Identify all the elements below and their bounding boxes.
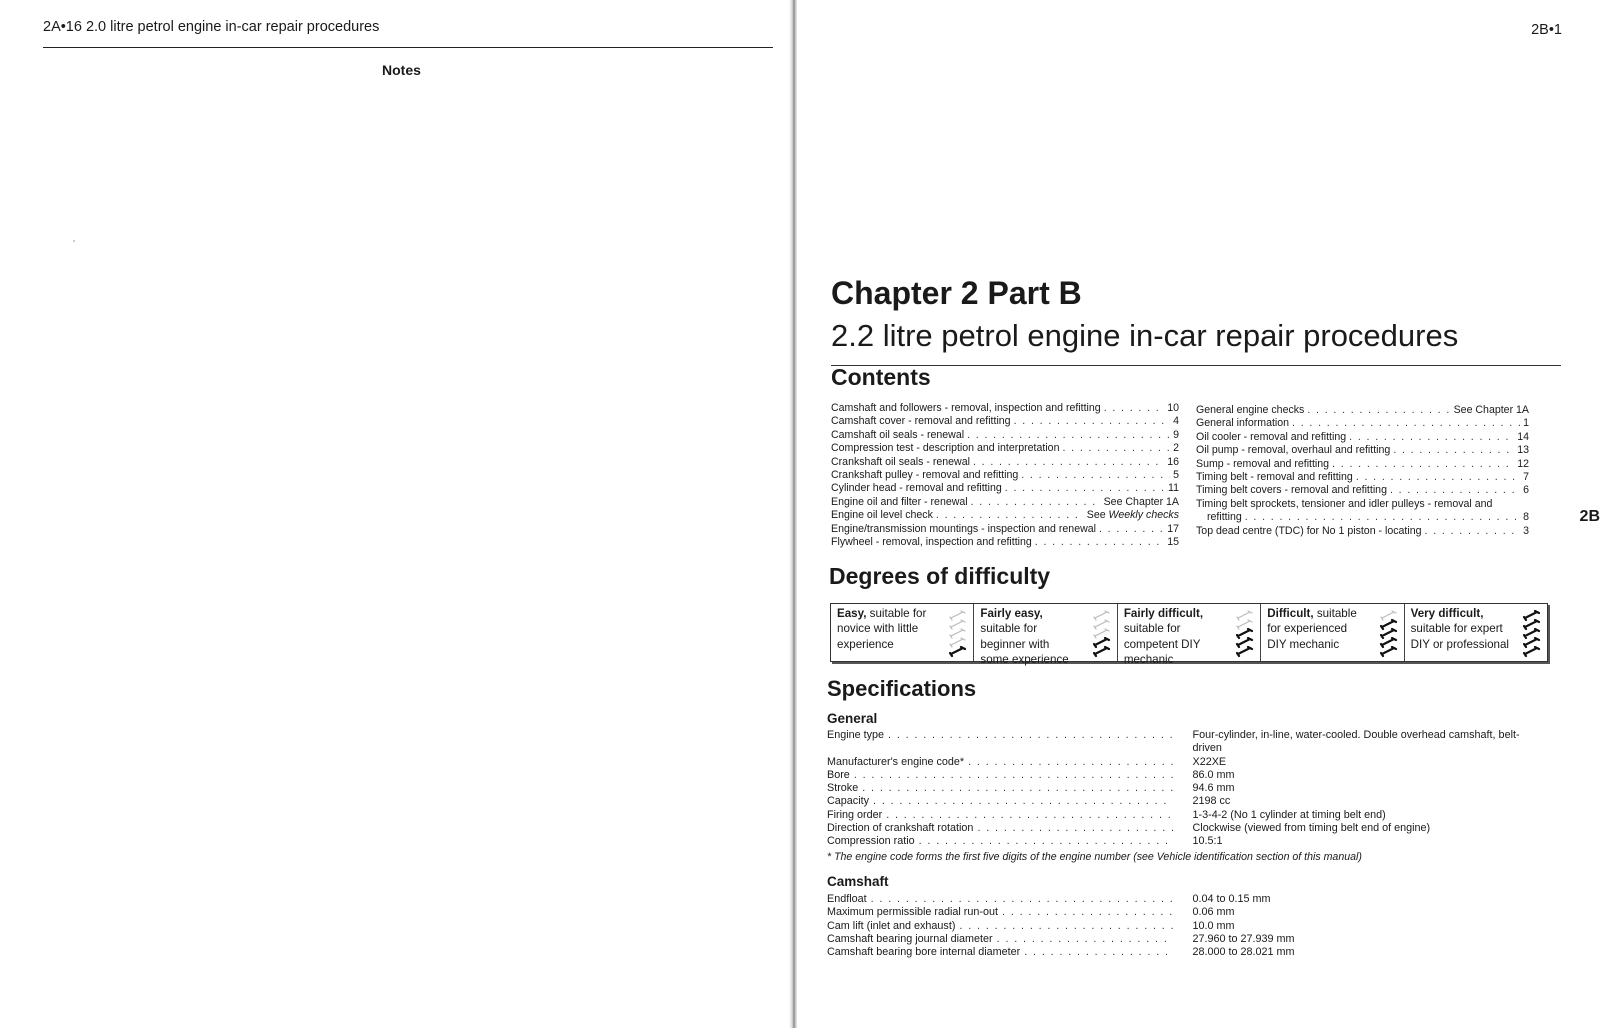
contents-entry <box>831 523 1179 536</box>
contents-entry-page: 14 <box>1517 430 1529 443</box>
dot-leader <box>873 795 1172 808</box>
general-heading: General <box>827 711 878 726</box>
spec-row <box>827 729 1542 756</box>
spec-value: 28.000 to 28.021 mm <box>1192 946 1295 959</box>
contents-entry <box>1196 498 1529 511</box>
spanner-icon-filled <box>1237 647 1252 656</box>
spec-row <box>827 809 1542 822</box>
notes-label: Notes <box>382 62 421 78</box>
contents-entry <box>831 536 1179 549</box>
dot-leader <box>1099 523 1164 536</box>
spec-label-cell <box>827 756 1177 769</box>
spec-value: 27.960 to 27.939 mm <box>1192 932 1295 945</box>
contents-entry-page: 13 <box>1517 444 1529 457</box>
contents-entry <box>1196 404 1529 417</box>
spec-label: Camshaft bearing journal diameter <box>827 932 993 945</box>
spec-label-cell <box>827 906 1177 919</box>
engine-code-footnote: * The engine code forms the first five digits of the engine number (see Vehicle identification section of this manual) <box>827 851 1362 863</box>
spec-value: 10.0 mm <box>1192 919 1235 932</box>
contents-entry-label: Camshaft cover - removal and refitting <box>831 415 1011 428</box>
spec-label: Manufacturer's engine code* <box>827 755 965 768</box>
dot-leader <box>1014 415 1171 428</box>
spanner-icon-filled <box>1381 638 1396 647</box>
difficulty-description: Easy, suitable for novice with little experience <box>837 607 927 651</box>
contents-entry-page: 4 <box>1173 415 1179 428</box>
contents-entry-page: 16 <box>1167 455 1179 468</box>
spec-value: 0.06 mm <box>1192 906 1235 919</box>
chapter-title: Chapter 2 Part B <box>831 275 1082 311</box>
spanner-icon-filled <box>1524 629 1539 638</box>
dot-leader <box>973 456 1164 469</box>
contents-entry <box>1196 444 1529 457</box>
spanner-icon-outline <box>1094 629 1109 638</box>
contents-entry-label: Flywheel - removal, inspection and refitting <box>831 536 1032 549</box>
contents-entry-page: 11 <box>1168 482 1179 495</box>
dot-leader <box>1005 482 1165 495</box>
left-page-header: 2A•16 2.0 litre petrol engine in-car repair procedures <box>43 19 380 35</box>
dot-leader <box>1425 525 1521 538</box>
spec-value: 1-3-4-2 (No 1 cylinder at timing belt end) <box>1192 808 1386 821</box>
contents-entry-page: 15 <box>1167 536 1179 549</box>
spanner-rating-icon <box>1236 608 1254 658</box>
contents-entry-label: Top dead centre (TDC) for No 1 piston - locating <box>1196 524 1422 537</box>
dot-leader <box>971 496 1101 509</box>
dot-leader <box>959 920 1172 933</box>
spec-value: 86.0 mm <box>1192 768 1235 781</box>
contents-entry-label: Crankshaft pulley - removal and refitting <box>831 469 1019 482</box>
spanner-icon-filled <box>950 647 965 656</box>
general-spec-table <box>827 729 1542 849</box>
dot-leader <box>1390 484 1520 497</box>
dot-leader <box>967 429 1170 442</box>
spanner-icon-outline <box>1381 611 1396 620</box>
dot-leader <box>977 822 1172 835</box>
contents-left-column <box>831 402 1179 549</box>
contents-entry-page: 3 <box>1523 524 1529 537</box>
contents-entry <box>831 509 1179 522</box>
contents-entry-label: Oil cooler - removal and refitting <box>1196 430 1347 443</box>
spec-label: Firing order <box>827 808 883 821</box>
contents-entry-label: Camshaft oil seals - renewal <box>831 428 965 441</box>
contents-entry-page: 9 <box>1173 428 1179 441</box>
spec-label-cell <box>827 822 1177 835</box>
spanner-icon-outline <box>950 629 965 638</box>
contents-entry <box>831 456 1179 469</box>
right-page-header: 2B•1 <box>1531 22 1562 38</box>
difficulty-level-name: Difficult, <box>1267 607 1314 620</box>
dot-leader <box>1393 444 1514 457</box>
spanner-icon-outline <box>1094 620 1109 629</box>
contents-entry-page: See Chapter 1A <box>1103 495 1179 508</box>
difficulty-description: Fairly difficult, suitable for competent DIY mechanic <box>1123 607 1204 667</box>
spanner-icon-filled <box>1094 647 1109 656</box>
contents-entry <box>1196 417 1529 430</box>
contents-entry-label: General engine checks <box>1196 404 1305 416</box>
spec-row <box>827 782 1542 795</box>
spanner-icon-outline <box>1237 620 1252 629</box>
dot-leader <box>1349 431 1514 444</box>
contents-right-column <box>1196 404 1529 538</box>
difficulty-table <box>830 603 1548 667</box>
spanner-icon-outline <box>950 611 965 620</box>
spec-row <box>827 920 1542 933</box>
spec-label-cell <box>827 893 1177 906</box>
spec-row <box>827 822 1542 835</box>
spanner-icon-outline <box>1237 611 1252 620</box>
spanner-rating-icon <box>1523 608 1541 658</box>
contents-entry-label: Timing belt sprockets, tensioner and idler pulleys - removal and <box>1196 497 1493 510</box>
dot-leader <box>968 756 1172 769</box>
contents-heading: Contents <box>831 364 931 390</box>
contents-entry <box>831 415 1179 428</box>
contents-entry-label: refitting <box>1207 511 1242 524</box>
spec-row <box>827 906 1542 919</box>
spanner-icon-filled <box>1381 647 1396 656</box>
spanner-icon-filled <box>1381 620 1396 629</box>
contents-entry-label: Engine/transmission mountings - inspection and renewal <box>831 522 1096 535</box>
contents-entry-label: Timing belt - removal and refitting <box>1196 471 1353 484</box>
contents-entry-label: Compression test - description and interpretation <box>831 442 1060 455</box>
difficulty-level-name: Fairly difficult, <box>1123 607 1204 620</box>
dot-leader <box>1002 906 1172 919</box>
spanner-icon-outline <box>950 620 965 629</box>
difficulty-description: Fairly easy, suitable for beginner with some experience <box>980 607 1069 667</box>
spanner-icon-outline <box>950 638 965 647</box>
spec-label: Capacity <box>827 795 870 808</box>
spec-label: Compression ratio <box>827 835 915 848</box>
dot-leader <box>1021 469 1170 482</box>
left-page <box>0 0 792 1028</box>
contents-entry-page: 2 <box>1173 442 1179 455</box>
dot-leader <box>886 809 1172 822</box>
dot-leader <box>1104 402 1165 415</box>
spec-row <box>827 946 1542 959</box>
dot-leader <box>862 782 1172 795</box>
camshaft-spec-table <box>827 893 1542 959</box>
spec-row <box>827 795 1542 808</box>
contents-entry-page: 10 <box>1167 402 1179 414</box>
spec-value: 94.6 mm <box>1192 782 1235 795</box>
spanner-icon-filled <box>1094 638 1109 647</box>
spec-label-cell <box>827 809 1177 822</box>
difficulty-level-name: Fairly easy, <box>980 607 1043 620</box>
chapter-rule <box>831 365 1561 366</box>
contents-entry <box>1196 431 1529 444</box>
contents-entry-label: Camshaft and followers - removal, inspection and refitting <box>831 402 1101 414</box>
contents-entry-page: See Chapter 1A <box>1453 404 1529 416</box>
spec-label: Direction of crankshaft rotation <box>827 822 974 835</box>
left-header-rule <box>43 47 773 48</box>
dot-leader <box>1292 417 1520 430</box>
contents-entry-label: Crankshaft oil seals - renewal <box>831 455 970 468</box>
contents-entry-page: 6 <box>1523 484 1529 497</box>
spec-row <box>827 769 1542 782</box>
spec-row <box>827 756 1542 769</box>
contents-entry-label: Timing belt covers - removal and refitting <box>1196 484 1387 497</box>
spec-label: Engine type <box>827 729 885 741</box>
contents-entry <box>831 482 1179 495</box>
dot-leader <box>1245 511 1520 524</box>
contents-entry <box>831 402 1179 415</box>
spec-row <box>827 933 1542 946</box>
spanner-icon-outline <box>1094 611 1109 620</box>
spanner-icon-filled <box>1524 647 1539 656</box>
spanner-icon-filled <box>1524 620 1539 629</box>
contents-entry <box>831 429 1179 442</box>
spec-label-cell <box>827 795 1177 808</box>
dot-leader <box>1332 458 1514 471</box>
contents-entry-label: Engine oil and filter - renewal <box>831 495 968 508</box>
dot-leader <box>936 509 1084 522</box>
difficulty-heading: Degrees of difficulty <box>829 563 1051 589</box>
contents-entry <box>1196 525 1529 538</box>
chapter-subtitle: 2.2 litre petrol engine in-car repair procedures <box>831 318 1459 353</box>
spanner-icon-filled <box>1237 629 1252 638</box>
difficulty-level <box>1405 604 1547 661</box>
difficulty-level <box>1261 604 1404 661</box>
spec-row <box>827 893 1542 906</box>
spec-label-cell <box>827 782 1177 795</box>
dot-leader <box>854 769 1173 782</box>
weekly-checks-ref: Weekly checks <box>1108 509 1179 522</box>
dot-leader <box>919 835 1173 848</box>
spec-value: X22XE <box>1192 755 1227 768</box>
contents-entry-label: Engine oil level check <box>831 509 933 522</box>
spanner-rating-icon <box>949 608 967 658</box>
contents-entry-label: Cylinder head - removal and refitting <box>831 482 1002 495</box>
difficulty-level <box>1118 604 1261 667</box>
difficulty-description: Very difficult, suitable for expert DIY or professional <box>1410 607 1510 651</box>
dot-leader <box>1062 442 1170 455</box>
contents-entry <box>831 496 1179 509</box>
contents-entry-continuation <box>1196 511 1529 524</box>
dot-leader <box>1307 404 1450 417</box>
spec-label: Maximum permissible radial run-out <box>827 906 999 919</box>
spec-label-cell <box>827 769 1177 782</box>
specifications-heading: Specifications <box>827 676 977 701</box>
scan-speck <box>73 240 75 242</box>
difficulty-level-name: Easy, <box>837 607 867 620</box>
spec-value: Four-cylinder, in-line, water-cooled. Double overhead camshaft, belt-driven <box>1192 729 1520 755</box>
spec-label: Bore <box>827 768 850 781</box>
camshaft-heading: Camshaft <box>827 874 889 889</box>
spec-label: Camshaft bearing bore internal diameter <box>827 946 1021 959</box>
difficulty-level <box>974 604 1117 667</box>
dot-leader <box>871 893 1173 906</box>
contents-entry <box>1196 484 1529 497</box>
dot-leader <box>1024 946 1172 959</box>
spec-label-cell <box>827 920 1177 933</box>
spec-label-cell <box>827 835 1177 848</box>
contents-entry <box>831 469 1179 482</box>
spec-label: Stroke <box>827 782 859 795</box>
spec-label: Endfloat <box>827 893 867 905</box>
contents-entry <box>1196 471 1529 484</box>
contents-entry-page: 7 <box>1523 471 1529 484</box>
contents-entry-page: 17 <box>1167 522 1179 535</box>
dot-leader <box>997 933 1173 946</box>
spanner-icon-filled <box>1237 638 1252 647</box>
contents-entry-label: Sump - removal and refitting <box>1196 457 1330 470</box>
dot-leader <box>1356 471 1520 484</box>
spanner-icon-filled <box>1381 629 1396 638</box>
spec-value: Clockwise (viewed from timing belt end of engine) <box>1192 822 1431 835</box>
spanner-icon-filled <box>1524 611 1539 620</box>
contents-entry-label: General information <box>1196 417 1290 430</box>
spanner-rating-icon <box>1380 608 1398 658</box>
contents-entry <box>1196 458 1529 471</box>
dot-leader <box>1035 536 1164 549</box>
dot-leader <box>888 729 1172 756</box>
spec-label-cell <box>827 729 1177 756</box>
contents-entry-page: 12 <box>1517 457 1529 470</box>
contents-entry <box>831 442 1179 455</box>
spec-value: 10.5:1 <box>1192 835 1223 848</box>
side-tab: 2B <box>1579 508 1600 525</box>
difficulty-level-name: Very difficult, <box>1410 607 1484 620</box>
contents-entry-page: 1 <box>1523 417 1529 430</box>
right-page <box>797 0 1600 1028</box>
spec-value: 2198 cc <box>1192 795 1231 808</box>
difficulty-description: Difficult, suitable for experienced DIY mechanic <box>1267 607 1357 651</box>
contents-entry-label: Oil pump - removal, overhaul and refitting <box>1196 444 1391 457</box>
spec-row <box>827 835 1542 848</box>
spanner-icon-filled <box>1524 638 1539 647</box>
spanner-rating-icon <box>1093 608 1111 658</box>
contents-entry-page: 5 <box>1173 469 1179 482</box>
spec-label-cell <box>827 933 1177 946</box>
spec-label-cell <box>827 946 1177 959</box>
spec-value: 0.04 to 0.15 mm <box>1192 893 1271 905</box>
difficulty-level <box>831 604 974 661</box>
contents-entry-page: 8 <box>1523 511 1529 524</box>
contents-entry-page: See Weekly checks <box>1086 509 1179 522</box>
spec-label: Cam lift (inlet and exhaust) <box>827 919 956 932</box>
